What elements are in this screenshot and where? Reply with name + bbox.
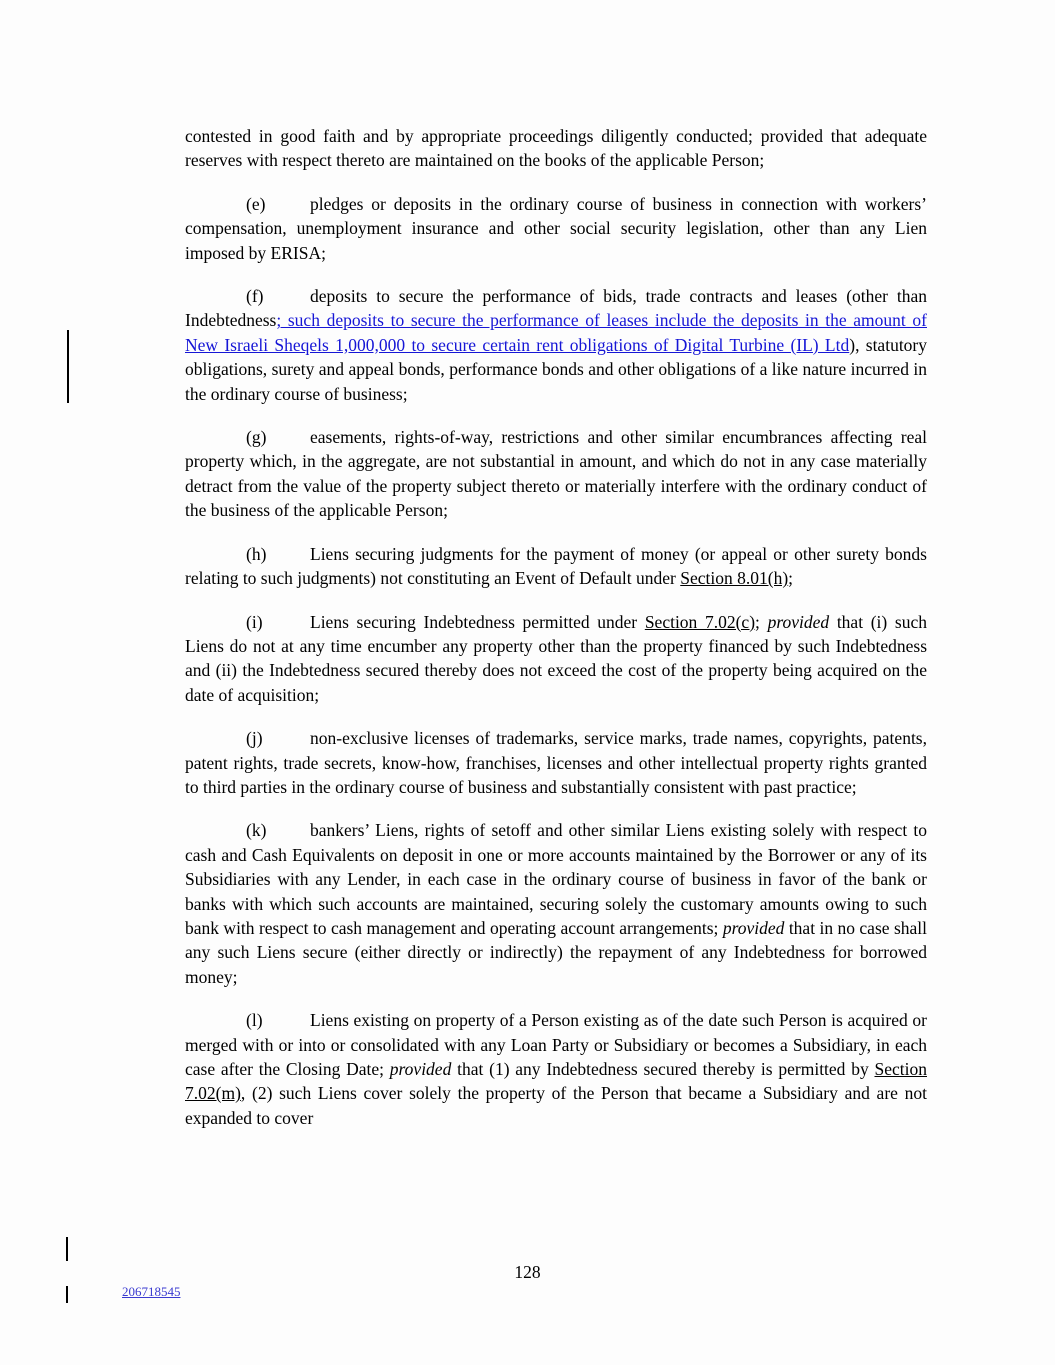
page-number: 128 [514,1262,541,1282]
paragraph [185,1008,927,1130]
section-reference: Section 8.01(h) [680,568,789,589]
paragraph-letter: (k) [246,820,267,841]
paragraph [185,192,927,265]
text-run: easements, rights-of-way, restrictions and other similar encumbrances affecting real property which, in the aggregate, are not substantial in amount, and which do not in any case materially detract from the value of the property subject thereto or materially interfere with the ordinary conduct of the business of the applicable Person; [185,427,927,521]
text-run: non-exclusive licenses of trademarks, service marks, trade names, copyrights, patents, patent rights, trade secrets, know-how, franchises, licenses and other intellectual property rights granted to third parties in the ordinary course of business and substantially consistent with past practice; [185,728,927,797]
italic-text: provided [722,917,785,938]
paragraph-letter: (e) [246,193,266,214]
paragraph [185,818,927,989]
paragraph [185,284,927,406]
section-reference: Section 7.02(c) [644,611,756,632]
paragraph-letter: (i) [246,611,263,632]
section-reference: Section 7.02(m) [185,1059,927,1104]
paragraph [185,425,927,523]
paragraph [185,542,927,591]
text-run: ; [788,568,794,589]
margin-change-bar [66,1237,68,1261]
text-run: pledges or deposits in the ordinary course of business in connection with workers’ compensation, unemployment insurance and other social security legislation, other than any Lien imposed by ERISA; [185,193,927,263]
paragraph [185,610,927,708]
text-run: ), statutory obligations, surety and appeal bonds, performance bonds and other obligations of a like nature incurred in the ordinary course of business; [185,334,928,404]
paragraph [185,726,927,799]
text-run: , (2) such Liens cover solely the property of the Person that became a Subsidiary and are not expanded to cover [185,1083,927,1128]
italic-text: provided [389,1059,452,1079]
text-run: bankers’ Liens, rights of setoff and other similar Liens existing solely with respect to cash and Cash Equivalents on deposit in one or more accounts maintained by the Borrower or any of its Subsidiaries with any Lender, in each case in the ordinary course of business in favor of the bank or banks with which such accounts are maintained, securing solely the customary amounts owing to such bank with respect to cash management and operating account arrangements; [185,820,927,938]
text-run: Liens securing Indebtedness permitted under [310,611,645,632]
document-id-link[interactable]: 206718545 [122,1284,181,1299]
paragraph-letter: (j) [246,728,263,749]
text-run: Liens existing on property of a Person existing as of the date such Person is acquired or merged with or into or consolidated with any Loan Party or Subsidiary or becomes a Subsidiary, in each case after the Closing Date; [185,1010,927,1079]
paragraph-letter: (f) [246,286,264,307]
italic-text: provided [767,611,830,632]
document-body [185,124,927,1149]
text-run: ; [755,611,768,632]
text-run: that (1) any Indebtedness secured thereby is permitted by [451,1059,875,1079]
margin-change-bar [66,1286,68,1303]
paragraph-letter: (g) [246,427,267,448]
inserted-text: ; such deposits to secure the performance of leases include the deposits in the amount of New Israeli Sheqels 1,000,000 to secure certain rent obligations of Digital Turbine (IL) Ltd [185,310,927,355]
text-run: that (i) such Liens do not at any time encumber any property other than the property financed by such Indebtedness and (ii) the Indebtedness secured thereby does not exceed the cost of the property being acquired on the date of acquisition; [185,611,927,705]
text-run: that in no case shall any such Liens secure (either directly or indirectly) the repayment of any Indebtedness for borrowed money; [185,917,927,987]
paragraph-letter: (l) [246,1010,263,1031]
text-run: Liens securing judgments for the payment of money (or appeal or other surety bonds relating to such judgments) not constituting an Event of Default under [185,543,927,589]
paragraph-letter: (h) [246,543,267,564]
paragraph [185,124,927,173]
margin-change-bar [67,330,69,403]
text-run: contested in good faith and by appropriate proceedings diligently conducted; provided that adequate reserves with respect thereto are maintained on the books of the applicable Person; [185,126,927,171]
text-run: deposits to secure the performance of bids, trade contracts and leases (other than Indebtedness [185,286,927,331]
